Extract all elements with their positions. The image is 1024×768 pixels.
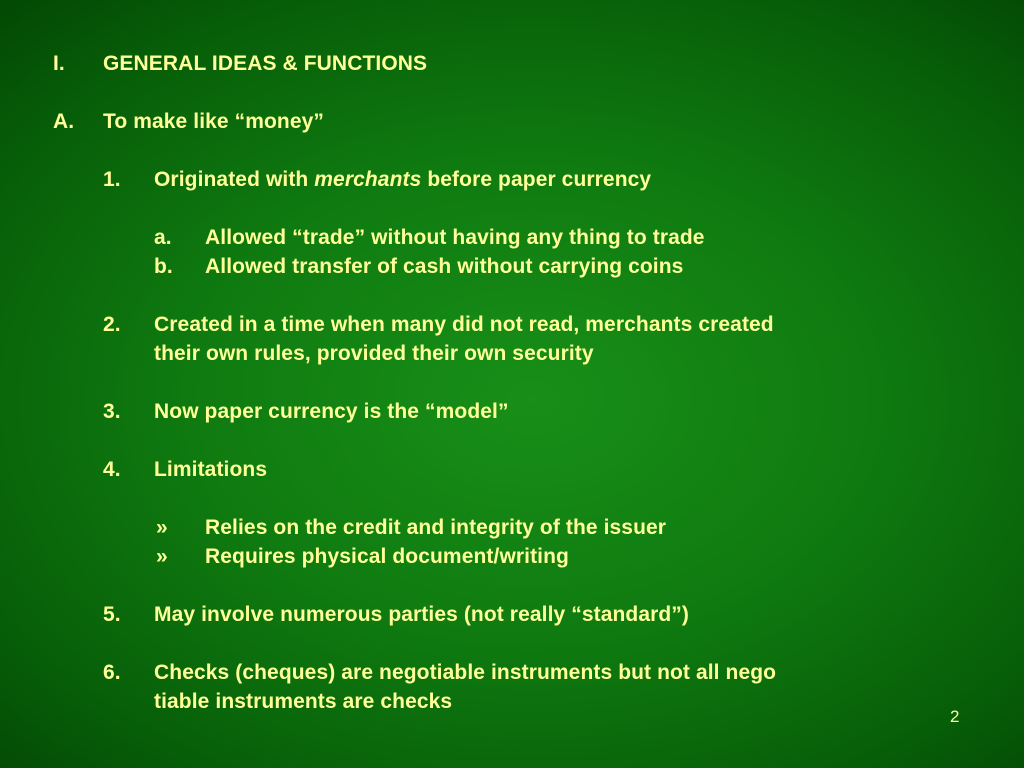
item-3-text: Now paper currency is the “model” (154, 400, 509, 423)
section-a-text: To make like “money” (103, 110, 325, 133)
section-a-marker: A. (53, 110, 75, 133)
item-1-post: before paper currency (421, 168, 652, 191)
item-4-sub-1-marker: » (156, 516, 168, 539)
item-2-line-1: Created in a time when many did not read, merchants created (154, 313, 774, 336)
item-3-marker: 3. (103, 400, 121, 423)
item-2-line-2: their own rules, provided their own security (154, 342, 594, 365)
item-4-sub-2-marker: » (156, 545, 168, 568)
heading-line (53, 49, 65, 78)
item-5-text: May involve numerous parties (not really “standard”) (154, 603, 689, 626)
item-1-sub-b-text: Allowed transfer of cash without carrying coins (205, 255, 684, 278)
item-4-sub-2-text: Requires physical document/writing (205, 545, 569, 568)
item-1-pre: Originated with (154, 168, 315, 191)
item-4-text: Limitations (154, 458, 268, 481)
item-2-marker: 2. (103, 313, 121, 336)
item-5-marker: 5. (103, 603, 121, 626)
item-1-sub-a-text: Allowed “trade” without having any thing to trade (205, 226, 705, 249)
page-number: 2 (950, 707, 960, 726)
item-6-line-1: Checks (cheques) are negotiable instruments but not all nego (154, 661, 777, 684)
item-1-sub-b-marker: b. (154, 255, 173, 278)
item-1-emphasis: merchants (314, 168, 422, 191)
item-6-line-2: tiable instruments are checks (154, 690, 453, 713)
heading-marker: I. (53, 52, 65, 75)
item-1-sub-a-marker: a. (154, 226, 172, 249)
item-1-text (154, 165, 651, 194)
heading-text: GENERAL IDEAS & FUNCTIONS (103, 52, 428, 75)
item-6-marker: 6. (103, 661, 121, 684)
item-4-marker: 4. (103, 458, 121, 481)
item-1-marker: 1. (103, 168, 121, 191)
item-4-sub-1-text: Relies on the credit and integrity of the issuer (205, 516, 667, 539)
